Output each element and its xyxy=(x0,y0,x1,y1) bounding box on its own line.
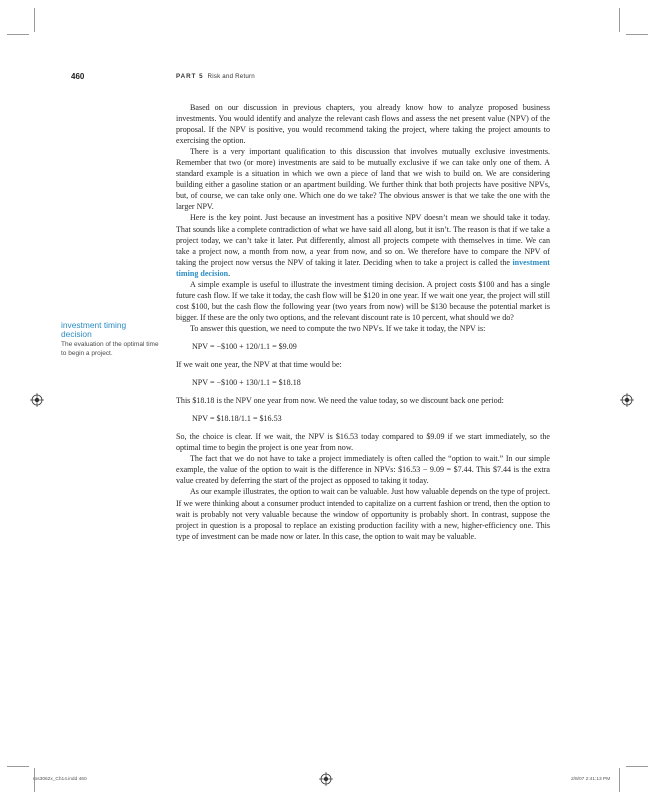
crop-mark xyxy=(7,34,29,35)
margin-glossary-note xyxy=(61,321,159,358)
paragraph: The fact that we do not have to take a project immediately is often called the “option to wait.” In our simple example, the value of the option to wait is the difference in NPVs: $16.53 − 9.09 = $7.44. This $7.44 is the extra value created by deferring the start of the project as opposed to taking it today. xyxy=(176,454,550,486)
equation: NPV = $18.18/1.1 = $16.53 xyxy=(192,414,282,424)
crop-mark xyxy=(7,766,29,767)
paragraph: If we wait one year, the NPV at that time would be: xyxy=(176,360,342,370)
page-number: 460 xyxy=(71,72,85,81)
paragraph: As our example illustrates, the option to wait can be valuable. Just how valuable depends on the type of project. If we were thinking about a consumer product intended to capitalize on a current fashion or trend, then the option to wait is probably not very valuable because the window of opportunity is probably short. In contrast, suppose the project in question is a proposal to replace an existing production facility with a new, higher-efficiency one. This type of investment can be made now or later. In this case, the option to wait may be valuable. xyxy=(176,487,550,541)
equation: NPV = −$100 + 130/1.1 = $18.18 xyxy=(192,378,301,388)
registration-mark-icon xyxy=(319,772,333,786)
paragraph: This $18.18 is the NPV one year from now. We need the value today, so we discount back one period: xyxy=(176,396,504,406)
paragraph xyxy=(176,212,550,278)
part-heading xyxy=(176,73,255,80)
key-term: investment timing decision xyxy=(176,257,550,278)
part-label: PART 5 xyxy=(176,73,204,80)
glossary-definition: The evaluation of the optimal time to begin a project. xyxy=(61,340,159,357)
paragraph: A simple example is useful to illustrate the investment timing decision. A project costs $100 and has a single future cash flow. If we take it today, the cash flow will be $120 in one year. If we wait one year, the project will still cost $100, but the cash flow the following year (two years from now) will be $130 because the potential market is bigger. If these are the only two options, and the relevant discount rate is 10 percent, what should we do? xyxy=(176,279,550,322)
crop-mark xyxy=(626,766,648,767)
part-title: Risk and Return xyxy=(207,73,255,80)
registration-mark-icon xyxy=(620,393,634,407)
registration-mark-icon xyxy=(30,393,44,407)
footer-timestamp: 2/8/07 2:41:13 PM xyxy=(571,777,611,782)
crop-mark xyxy=(626,34,648,35)
footer-file-label: ros3062x_Ch14.indd 460 xyxy=(33,777,87,782)
paragraph: Based on our discussion in previous chapters, you already know how to analyze proposed business investments. You would identify and analyze the relevant cash flows and assess the net present value (NPV) of the proposal. If the NPV is positive, you would recommend taking the project, where taking the project amounts to exercising the option. xyxy=(176,103,550,146)
paragraph: To answer this question, we need to compute the two NPVs. If we take it today, the NPV is: xyxy=(190,323,486,333)
equation: NPV = −$100 + 120/1.1 = $9.09 xyxy=(192,341,297,351)
body-text xyxy=(176,102,550,542)
crop-mark xyxy=(619,768,620,792)
paragraph: So, the choice is clear. If we wait, the NPV is $16.53 today compared to $9.09 if we start immediately, so the optimal time to begin the project is one year from now. xyxy=(176,432,550,453)
paragraph: There is a very important qualification to this discussion that involves mutually exclusive investments. Remember that two (or more) investments are said to be mutually exclusive if we can take only one of them. A standard example is a situation in which we own a piece of land that we wish to build on. We are considering building either a gasoline station or an apartment building. We further think that both projects have positive NPVs, but, of course, we can take only one. Which one do we take? The obvious answer is that we take the one with the larger NPV. xyxy=(176,147,550,212)
paragraph-text: . xyxy=(228,268,231,278)
crop-mark xyxy=(619,8,620,32)
paragraph-text: Here is the key point. Just because an investment has a positive NPV doesn’t mean we should take it today. That sounds like a complete contradiction of what we have said all along, but it isn’t. The reason is that if we take a project today, we can’t take it later. Put differently, almost all projects compete with themselves in time. We can take a project now, a month from now, a year from now, and so on. We therefore have to compare the NPV of taking the project now versus the NPV of taking it later. Deciding when to take a project is called the xyxy=(176,213,550,267)
glossary-term: investment timing decision xyxy=(61,320,127,340)
crop-mark xyxy=(34,8,35,32)
running-header xyxy=(0,72,654,86)
